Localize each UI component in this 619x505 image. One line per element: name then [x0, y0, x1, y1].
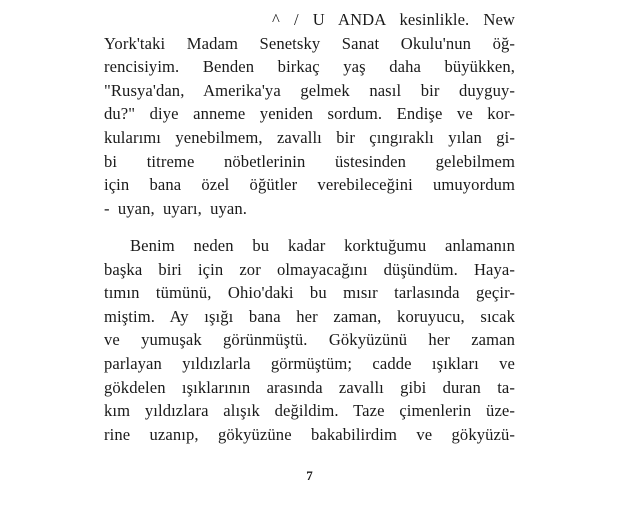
text-line: kularımı yenebilmem, zavallı bir çıngıraklı yılan gi-: [104, 127, 515, 147]
text-line: ^ / U ANDA kesinlikle. New: [272, 10, 515, 29]
text-line: için bana özel öğütler verebileceğini umuyordum: [104, 175, 515, 195]
text-line: kım yıldızlara alışık değildim. Taze çimenlerin üze-: [104, 401, 515, 421]
text-line: gökdelen ışıklarının arasında zavallı gibi duran ta-: [104, 377, 515, 397]
text-line: Benim neden bu kadar korktuğumu anlamanın: [130, 236, 515, 255]
text-line: ve yumuşak görünmüştü. Gökyüzünü her zaman: [104, 330, 515, 350]
text-line: "Rusya'dan, Amerika'ya gelmek nasıl bir duyguy-: [104, 80, 515, 100]
text-line: başka biri için zor olmayacağını düşündüm. Haya-: [104, 259, 515, 279]
text-line: bi titreme nöbetlerinin üstesinden gelebilmem: [104, 151, 515, 171]
text-line: du?" diye anneme yeniden sordum. Endişe ve kor-: [104, 104, 515, 124]
text-line: York'taki Madam Senetsky Sanat Okulu'nun öğ-: [104, 33, 515, 53]
text-line: parlayan yıldızlarla görmüştüm; cadde ışıkları ve: [104, 353, 515, 373]
text-line: tımın tümünü, Ohio'daki bu mısır tarlasında geçir-: [104, 283, 515, 303]
page-number: 7: [306, 468, 313, 483]
text-line: - uyan, uyarı, uyan.: [104, 198, 248, 218]
text-line: rencisiyim. Benden birkaç yaş daha büyükken,: [104, 57, 515, 77]
paragraph-1: [104, 8, 515, 220]
paragraph-2: [104, 234, 515, 446]
text-line: miştim. Ay ışığı bana her zaman, koruyucu, sıcak: [104, 306, 515, 326]
text-line: rine uzanıp, gökyüzüne bakabilirdim ve gökyüzü-: [104, 424, 515, 444]
